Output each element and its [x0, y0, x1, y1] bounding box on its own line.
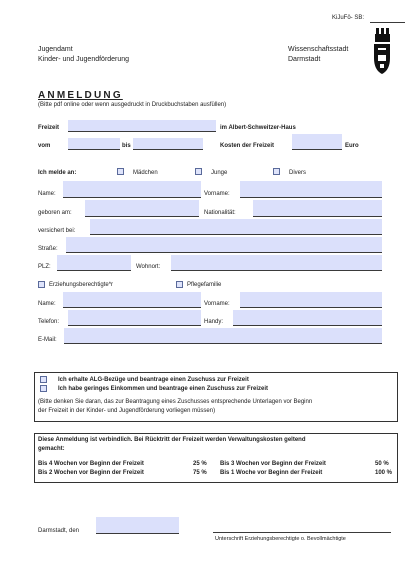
foster-family-label: Pflegefamilie	[187, 282, 222, 288]
org-line1: Jugendamt	[38, 46, 73, 53]
place-label: Darmstadt, den	[38, 528, 80, 534]
freizeit-label: Freizeit	[38, 125, 60, 131]
fee-row-label: Bis 3 Wochen vor Beginn der Freizeit	[220, 461, 326, 467]
org-line2: Kinder- und Jugendförderung	[38, 56, 130, 63]
option-girl-checkbox[interactable]	[117, 168, 124, 175]
fee-row-pct: 50 %	[375, 461, 389, 467]
city-line1: Wissenschaftsstadt	[288, 46, 349, 53]
signature-caption: Unterschrift Erziehungsberechtigte o. Bevollmächtigte	[215, 536, 346, 542]
fee-row-label: Bis 1 Woche vor Beginn der Freizeit	[220, 470, 323, 476]
guardian-firstname-label: Vorname:	[204, 301, 230, 307]
insured-field[interactable]	[90, 219, 382, 235]
to-label: bis	[122, 143, 131, 149]
signature-line[interactable]	[213, 532, 391, 533]
subsidy-note-line1: (Bitte denken Sie daran, das zur Beantragung eines Zuschusses entsprechende Unterlagen vor Beginn	[38, 399, 313, 405]
child-name-label: Name:	[38, 191, 56, 197]
child-name-field[interactable]	[63, 181, 201, 198]
street-label: Straße:	[38, 246, 58, 252]
form-title: ANMELDUNG	[38, 90, 123, 101]
foster-family-checkbox[interactable]	[176, 281, 183, 288]
to-date-field[interactable]	[133, 138, 203, 150]
zip-label: PLZ:	[38, 264, 51, 270]
born-field[interactable]	[85, 200, 199, 217]
form-subtitle: (Bitte pdf online oder wenn ausgedruckt in Druckbuchstaben ausfüllen)	[38, 102, 227, 108]
subsidy-low-income-checkbox[interactable]	[40, 385, 47, 392]
nationality-field[interactable]	[253, 200, 382, 217]
option-diverse-label: Divers	[289, 170, 307, 176]
date-field[interactable]	[96, 517, 179, 534]
zip-field[interactable]	[57, 255, 131, 271]
option-boy-checkbox[interactable]	[195, 168, 202, 175]
fees-heading-line2: gemacht:	[38, 446, 65, 452]
fee-row-label: Bis 2 Wochen vor Beginn der Freizeit	[38, 470, 144, 476]
guardian-firstname-field[interactable]	[240, 292, 382, 308]
phone-field[interactable]	[68, 310, 201, 326]
option-diverse-checkbox[interactable]	[273, 168, 280, 175]
fee-row-pct: 75 %	[193, 470, 207, 476]
from-label: vom	[38, 143, 51, 149]
subsidy-alg-checkbox[interactable]	[40, 376, 47, 383]
option-boy-label: Junge	[211, 170, 228, 176]
registration-label: Ich melde an:	[38, 170, 77, 176]
insured-label: versichert bei:	[38, 228, 76, 234]
mobile-field[interactable]	[233, 310, 382, 326]
city-label: Wohnort:	[136, 264, 161, 270]
city-line2: Darmstadt	[288, 56, 321, 63]
guardian-name-field[interactable]	[63, 292, 201, 308]
street-field[interactable]	[66, 237, 382, 253]
darmstadt-coat-of-arms-icon	[372, 28, 392, 76]
option-girl-label: Mädchen	[133, 170, 158, 176]
subsidy-note-line2: der Freizeit in der Kinder- und Jugendförderung vorliegen müssen)	[38, 408, 216, 414]
ref-label: KiJuFö- SB:	[332, 15, 365, 21]
freizeit-field[interactable]	[68, 120, 216, 132]
email-label: E-Mail:	[38, 337, 57, 343]
guardian-name-label: Name:	[38, 301, 56, 307]
mobile-label: Handy:	[204, 319, 224, 325]
email-field[interactable]	[64, 328, 382, 344]
from-date-field[interactable]	[68, 138, 120, 150]
cost-label: Kosten der Freizeit	[220, 143, 275, 149]
fee-row-label: Bis 4 Wochen vor Beginn der Freizeit	[38, 461, 144, 467]
city-field[interactable]	[171, 255, 382, 271]
subsidy-alg-label: Ich erhalte ALG-Bezüge und beantrage einen Zuschuss zur Freizeit	[58, 377, 249, 383]
nationality-label: Nationalität:	[204, 210, 236, 216]
child-firstname-label: Vorname:	[204, 191, 230, 197]
fees-heading-line1: Diese Anmeldung ist verbindlich. Bei Rücktritt der Freizeit werden Verwaltungskosten geltend	[38, 437, 306, 443]
cost-field[interactable]	[292, 134, 342, 150]
born-label: geboren am:	[38, 210, 72, 216]
fee-row-pct: 100 %	[375, 470, 393, 476]
location-text: im Albert-Schweitzer-Haus	[220, 125, 296, 131]
phone-label: Telefon:	[38, 319, 60, 325]
currency-label: Euro	[345, 143, 359, 149]
guardian-checkbox[interactable]	[38, 281, 45, 288]
guardian-label: Erziehungsberechtigte*r	[49, 282, 114, 288]
ref-line	[370, 22, 405, 23]
child-firstname-field[interactable]	[240, 181, 382, 198]
fee-row-pct: 25 %	[193, 461, 207, 467]
subsidy-low-income-label: Ich habe geringes Einkommen und beantrage einen Zuschuss zur Freizeit	[58, 386, 269, 392]
